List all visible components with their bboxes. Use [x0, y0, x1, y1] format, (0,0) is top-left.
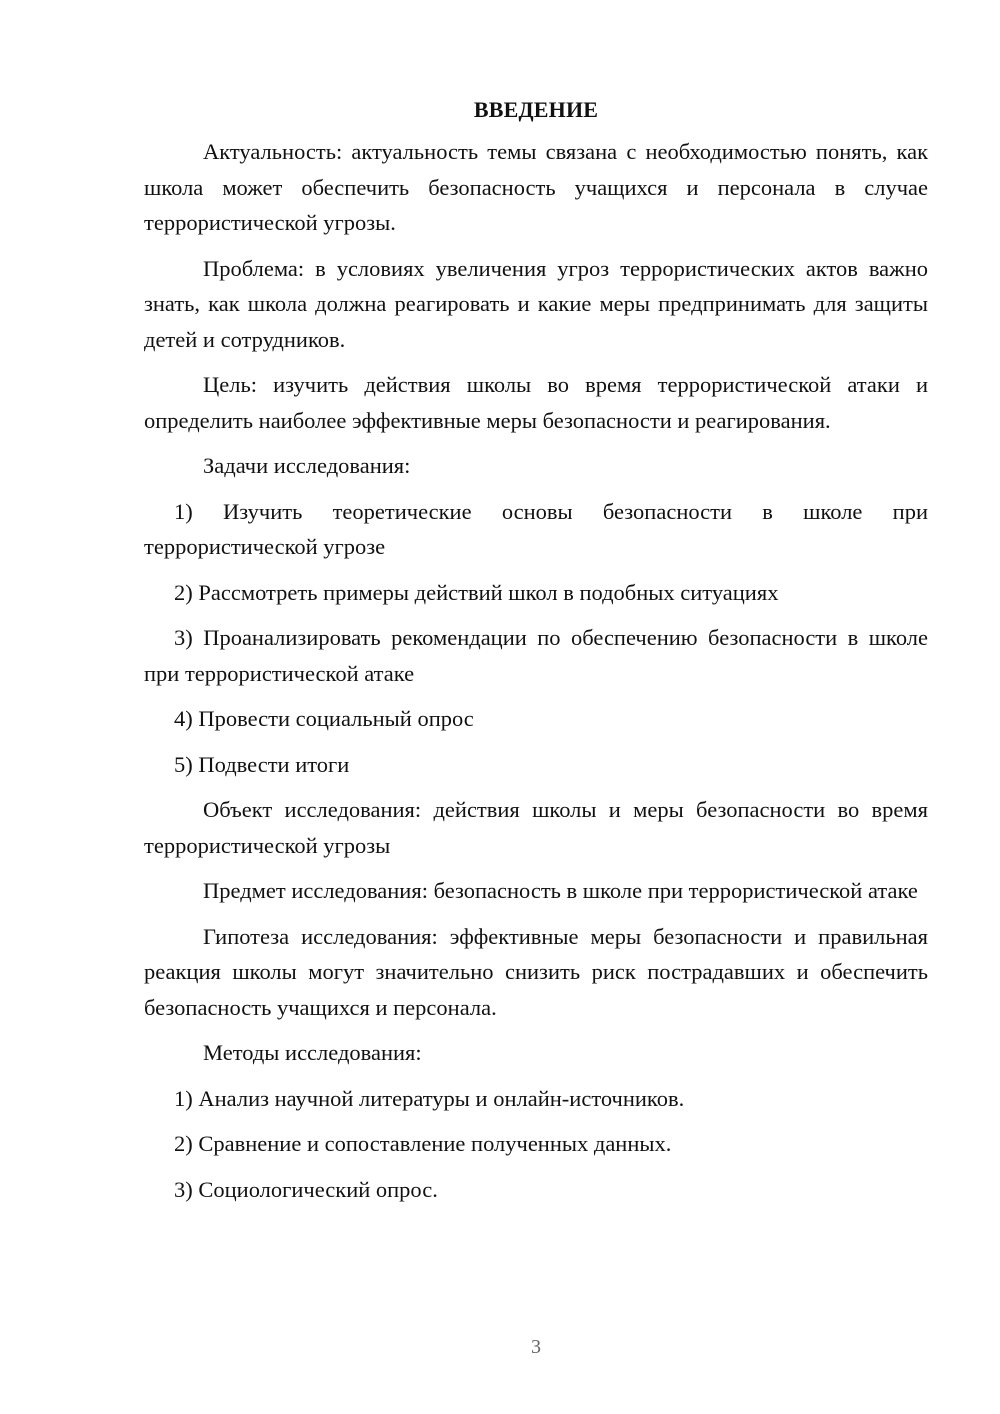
task-item-3: 3) Проанализировать рекомендации по обеспечению безопасности в школе при террористической атаке — [144, 625, 928, 686]
method-item-3: 3) Социологический опрос. — [174, 1176, 438, 1202]
method-item-2: 2) Сравнение и сопоставление полученных данных. — [174, 1131, 672, 1156]
task-item-1: 1) Изучить теоретические основы безопасности в школе при террористической угрозе — [144, 498, 928, 559]
relevance-paragraph: Актуальность: актуальность темы связана с необходимостью понять, как школа может обеспечить безопасность учащихся и персонала в случае террористической угрозы. — [144, 139, 928, 235]
page-number: 3 — [531, 1336, 541, 1358]
problem-paragraph: Проблема: в условиях увеличения угроз террористических актов важно знать, как школа должна реагировать и какие меры предпринимать для защиты детей и сотрудников. — [144, 255, 928, 352]
section-title: ВВЕДЕНИЕ — [473, 97, 599, 122]
object-paragraph: Объект исследования: действия школы и меры безопасности во время террористической угрозы — [144, 797, 928, 858]
page-content — [144, 94, 928, 1217]
goal-paragraph: Цель: изучить действия школы во время террористической атаки и определить наиболее эффективные меры безопасности и реагирования. — [144, 372, 928, 433]
task-item-5: 5) Подвести итоги — [174, 751, 350, 777]
task-item-4: 4) Провести социальный опрос — [174, 706, 474, 731]
tasks-heading: Задачи исследования: — [203, 453, 411, 478]
task-item-2: 2) Рассмотреть примеры действий школ в подобных ситуациях — [174, 579, 779, 605]
subject-paragraph: Предмет исследования: безопасность в школе при террористической атаке — [203, 878, 918, 903]
hypothesis-paragraph: Гипотеза исследования: эффективные меры безопасности и правильная реакция школы могут значительно снизить риск пострадавших и обеспечить безопасность учащихся и персонала. — [144, 923, 928, 1020]
method-item-1: 1) Анализ научной литературы и онлайн-источников. — [174, 1085, 685, 1111]
methods-heading: Методы исследования: — [203, 1040, 422, 1065]
